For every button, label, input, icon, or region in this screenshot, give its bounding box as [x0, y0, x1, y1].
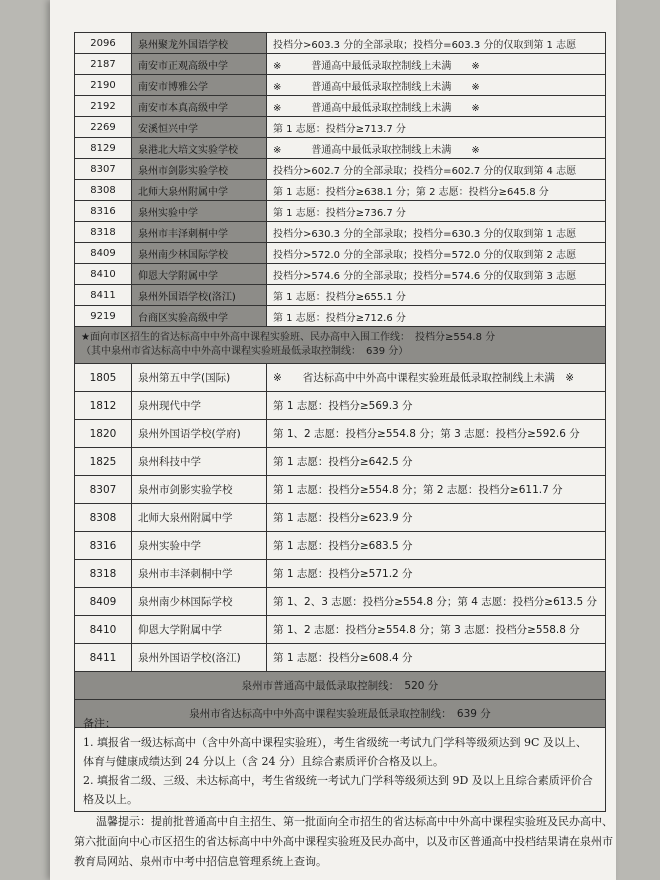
admission-rule-cell: 投档分>603.3 分的全部录取；投档分=603.3 分的仅取到第 1 志愿: [267, 33, 606, 54]
admission-rule-cell: ※ 普通高中最低录取控制线上未满 ※: [267, 54, 606, 75]
admission-rule-cell: 第 1 志愿：投档分≥608.4 分: [267, 644, 606, 672]
school-code-cell: 8409: [75, 588, 132, 616]
school-code-cell: 8318: [75, 560, 132, 588]
school-name-cell: 泉州实验中学: [132, 532, 267, 560]
admission-rule-cell: 投档分>574.6 分的全部录取；投档分=574.6 分的仅取到第 3 志愿: [267, 264, 606, 285]
admission-rule-cell: 投档分>572.0 分的全部录取；投档分=572.0 分的仅取到第 2 志愿: [267, 243, 606, 264]
tip-paragraph: 温馨提示：提前批普通高中自主招生、第一批面向全市招生的省达标高中中外高中课程实验班及民办高中、第六批面向中心市区招生的省达标高中中外高中课程实验班及民办高中，以及市区普通高中投档结果请在泉州市教育局网站、泉州市中考中招信息管理系统上查询。: [74, 815, 613, 868]
school-name-cell: 泉州南少林国际学校: [132, 243, 267, 264]
table-row: [75, 364, 606, 392]
table-row: [75, 33, 606, 54]
school-code-cell: 2192: [75, 96, 132, 117]
admission-rule-cell: 第 1 志愿：投档分≥712.6 分: [267, 306, 606, 327]
table-row: [75, 138, 606, 159]
admission-rule-cell: 第 1 志愿：投档分≥642.5 分: [267, 448, 606, 476]
admission-rule-cell: 第 1 志愿：投档分≥638.1 分；第 2 志愿：投档分≥645.8 分: [267, 180, 606, 201]
school-name-cell: 南安市本真高级中学: [132, 96, 267, 117]
section-header-row: [75, 327, 606, 364]
school-name-cell: 安溪恒兴中学: [132, 117, 267, 138]
notes-item-2: 2. 填报省二级、三级、未达标高中，考生省级统一考试九门学科等级须达到 9D 及以上且综合素质评价合格及以上。: [83, 774, 593, 806]
admission-rule-cell: ※ 普通高中最低录取控制线上未满 ※: [267, 138, 606, 159]
table-row: [75, 616, 606, 644]
school-code-cell: 8308: [75, 180, 132, 201]
table2-body: [75, 364, 606, 672]
footer-line2: 泉州市省达标高中中外高中课程实验班最低录取控制线： 639 分: [75, 700, 606, 728]
school-name-cell: 泉州市丰泽刺桐中学: [132, 222, 267, 243]
admission-rule-cell: ※ 普通高中最低录取控制线上未满 ※: [267, 96, 606, 117]
school-code-cell: 8411: [75, 285, 132, 306]
table1-body: [75, 33, 606, 327]
table-row: [75, 96, 606, 117]
table-row: [75, 306, 606, 327]
admission-rule-cell: 第 1 志愿：投档分≥569.3 分: [267, 392, 606, 420]
table-row: [75, 117, 606, 138]
admission-rule-cell: 第 1 志愿：投档分≥683.5 分: [267, 532, 606, 560]
school-name-cell: 泉州外国语学校(洛江): [132, 285, 267, 306]
table-row: [75, 243, 606, 264]
school-code-cell: 1820: [75, 420, 132, 448]
footer-line1: 泉州市普通高中最低录取控制线： 520 分: [75, 672, 606, 700]
school-code-cell: 2269: [75, 117, 132, 138]
school-code-cell: 8318: [75, 222, 132, 243]
school-name-cell: 泉州市剑影实验学校: [132, 476, 267, 504]
school-code-cell: 8308: [75, 504, 132, 532]
school-name-cell: 泉州南少林国际学校: [132, 588, 267, 616]
section-header-cell: [75, 327, 606, 364]
school-name-cell: 南安市博雅公学: [132, 75, 267, 96]
school-code-cell: 1812: [75, 392, 132, 420]
school-code-cell: 1825: [75, 448, 132, 476]
school-name-cell: 泉州科技中学: [132, 448, 267, 476]
school-name-cell: 南安市正观高级中学: [132, 54, 267, 75]
table-row: [75, 159, 606, 180]
school-code-cell: 2096: [75, 33, 132, 54]
notes-title: 备注：: [83, 717, 116, 730]
school-code-cell: 2187: [75, 54, 132, 75]
school-name-cell: 泉州市剑影实验学校: [132, 159, 267, 180]
school-code-cell: 2190: [75, 75, 132, 96]
admission-rule-cell: 投档分>602.7 分的全部录取；投档分=602.7 分的仅取到第 4 志愿: [267, 159, 606, 180]
admission-rule-cell: 第 1、2 志愿：投档分≥554.8 分；第 3 志愿：投档分≥592.6 分: [267, 420, 606, 448]
table-row: [75, 588, 606, 616]
school-code-cell: 1805: [75, 364, 132, 392]
table-row: [75, 420, 606, 448]
school-name-cell: 北师大泉州附属中学: [132, 504, 267, 532]
admission-rule-cell: 第 1 志愿：投档分≥554.8 分；第 2 志愿：投档分≥611.7 分: [267, 476, 606, 504]
school-name-cell: 泉州实验中学: [132, 201, 267, 222]
section-header-line2: （其中泉州市省达标高中中外高中课程实验班最低录取控制线： 639 分）: [81, 346, 409, 357]
school-code-cell: 8409: [75, 243, 132, 264]
school-code-cell: 8307: [75, 159, 132, 180]
table-row: [75, 285, 606, 306]
school-code-cell: 8316: [75, 532, 132, 560]
school-name-cell: 泉州市丰泽刺桐中学: [132, 560, 267, 588]
school-name-cell: 泉港北大培文实验学校: [132, 138, 267, 159]
table-row: [75, 264, 606, 285]
table-row: [75, 644, 606, 672]
school-code-cell: 8410: [75, 616, 132, 644]
school-name-cell: 泉州外国语学校(洛江): [132, 644, 267, 672]
admission-table: [74, 32, 606, 728]
school-code-cell: 8410: [75, 264, 132, 285]
table-row: [75, 54, 606, 75]
admission-rule-cell: 第 1 志愿：投档分≥713.7 分: [267, 117, 606, 138]
table-row: [75, 532, 606, 560]
admission-rule-cell: 第 1 志愿：投档分≥571.2 分: [267, 560, 606, 588]
table-row: [75, 75, 606, 96]
admission-rule-cell: 第 1 志愿：投档分≥655.1 分: [267, 285, 606, 306]
school-name-cell: 仰恩大学附属中学: [132, 616, 267, 644]
table-row: [75, 476, 606, 504]
school-name-cell: 泉州第五中学(国际): [132, 364, 267, 392]
footer-row-1: [75, 672, 606, 700]
table-row: [75, 560, 606, 588]
admission-rule-cell: ※ 普通高中最低录取控制线上未满 ※: [267, 75, 606, 96]
notes-item-1: 1. 填报省一级达标高中（含中外高中课程实验班），考生省级统一考试九门学科等级须达到 9C 及以上、体育与健康成绩达到 24 分以上（含 24 分）且综合素质评价合格及以上。: [83, 736, 587, 768]
section-header-line1: ★面向市区招生的省达标高中中外高中课程实验班、民办高中入围工作线： 投档分≥554.8 分: [81, 332, 496, 343]
table-row: [75, 222, 606, 243]
admission-rule-cell: 第 1、2、3 志愿：投档分≥554.8 分；第 4 志愿：投档分≥613.5 分: [267, 588, 606, 616]
school-name-cell: 仰恩大学附属中学: [132, 264, 267, 285]
school-name-cell: 泉州外国语学校(学府): [132, 420, 267, 448]
school-name-cell: 泉州聚龙外国语学校: [132, 33, 267, 54]
school-code-cell: 8129: [75, 138, 132, 159]
school-name-cell: 北师大泉州附属中学: [132, 180, 267, 201]
admission-rule-cell: ※ 省达标高中中外高中课程实验班最低录取控制线上未满 ※: [267, 364, 606, 392]
table-row: [75, 448, 606, 476]
notes-box: [74, 708, 606, 812]
school-code-cell: 9219: [75, 306, 132, 327]
school-code-cell: 8307: [75, 476, 132, 504]
school-code-cell: 8411: [75, 644, 132, 672]
table-row: [75, 504, 606, 532]
admission-rule-cell: 第 1 志愿：投档分≥736.7 分: [267, 201, 606, 222]
admission-rule-cell: 投档分>630.3 分的全部录取；投档分=630.3 分的仅取到第 1 志愿: [267, 222, 606, 243]
admission-rule-cell: 第 1 志愿：投档分≥623.9 分: [267, 504, 606, 532]
table-row: [75, 180, 606, 201]
school-name-cell: 台商区实验高级中学: [132, 306, 267, 327]
school-name-cell: 泉州现代中学: [132, 392, 267, 420]
table-row: [75, 201, 606, 222]
table-row: [75, 392, 606, 420]
admission-rule-cell: 第 1、2 志愿：投档分≥554.8 分；第 3 志愿：投档分≥558.8 分: [267, 616, 606, 644]
school-code-cell: 8316: [75, 201, 132, 222]
